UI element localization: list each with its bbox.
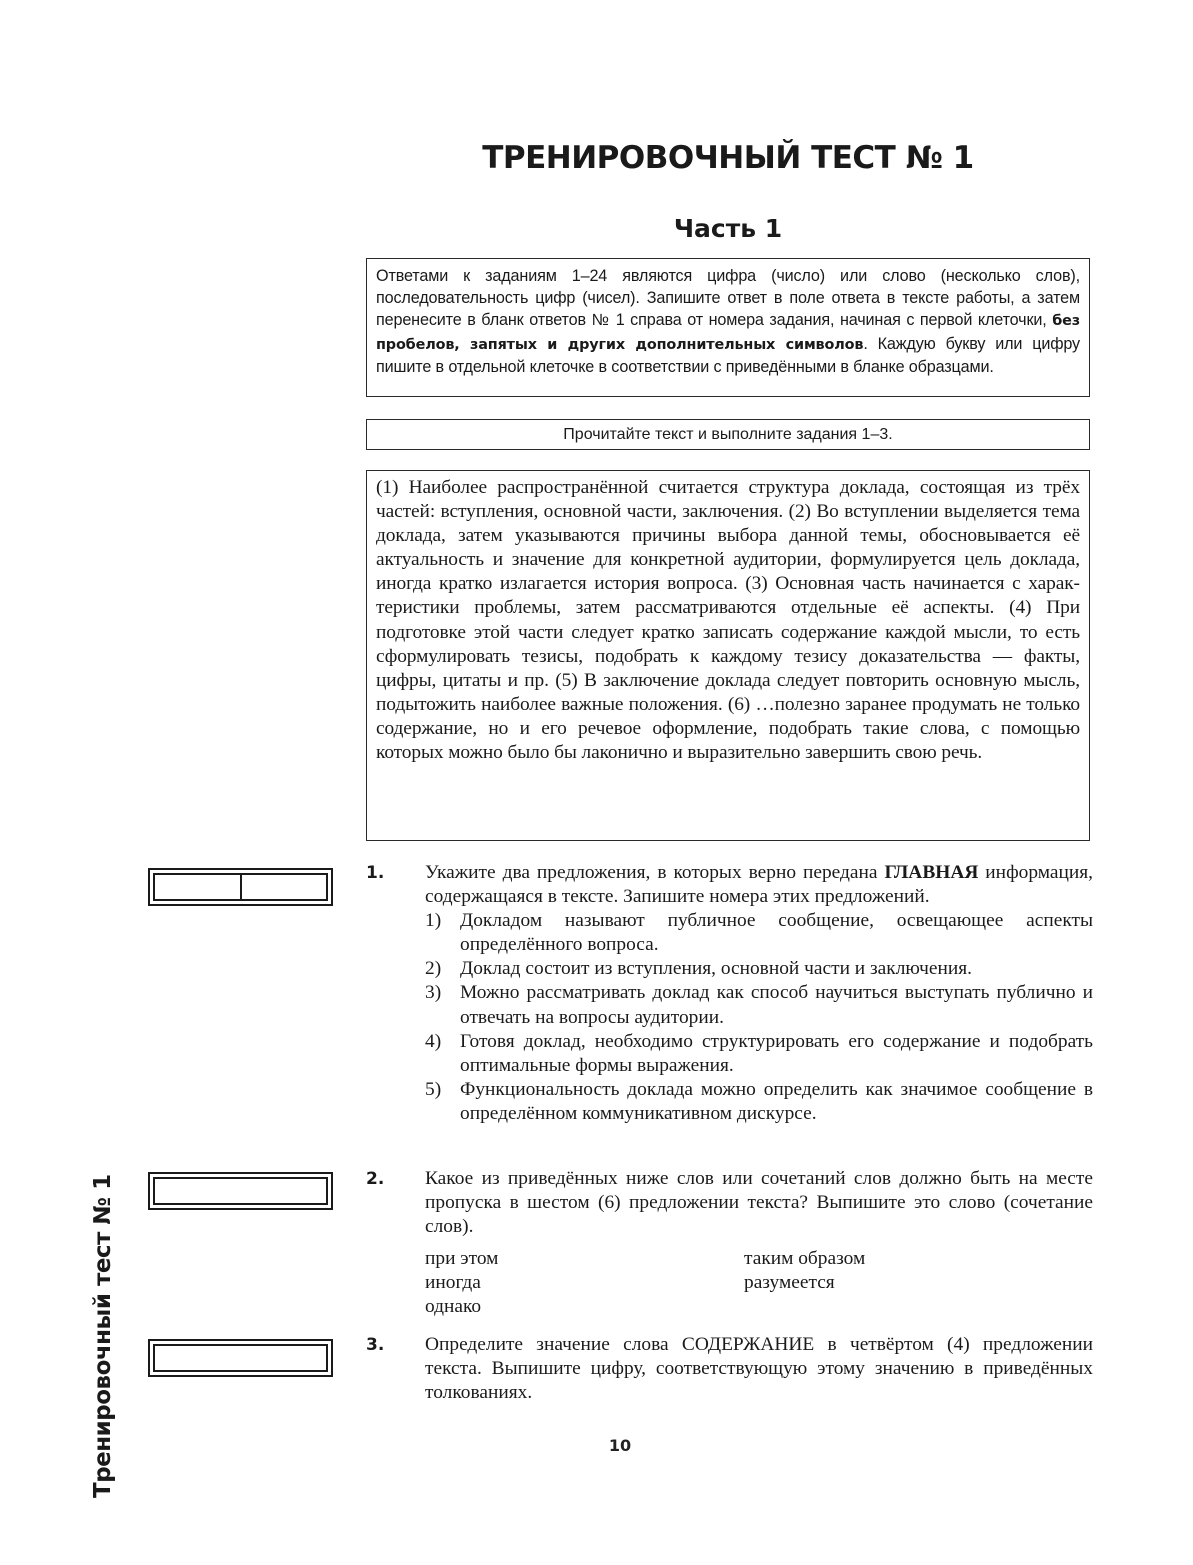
instructions-text-end: . Каждую букву или цифру пишите в отдельной клеточке в соответствии с приведёнными в бланке образцами. xyxy=(376,334,1080,376)
reading-passage: (1) Наиболее распространённой считается структура доклада, состоящая из трёх частей: вступления, основной части, заключения. (2) Во вступлении выделяется тема доклада, затем указываются причины выбора данной темы, обосновывается её актуальность и значение для конкретной аудитории, формулируется цель доклада, иногда кратко излагается история вопроса. (3) Основная часть начинается с характеристики проблемы, затем рассматриваются отдельные её аспекты. (4) При подготовке этой части следует кратко записать содержание каждой мысли, то есть сформулировать тезисы, подобрать к каждому тезису доказательства — факты, цифры, цитаты и пр. (5) В заключение доклада следует повторить основную мысль, подытожить наиболее важные положения. (6) …полезно заранее продумать не только содержание, но и его речевое оформление, подобрать такие слова, с помощью которых можно было бы лаконично и выразительно завершить свою речь. xyxy=(366,470,1090,841)
task-question xyxy=(425,861,1093,909)
answer-field-task-1[interactable] xyxy=(148,868,333,906)
option-number: 4) xyxy=(425,1030,442,1052)
option-item xyxy=(425,1030,1093,1078)
task-3 xyxy=(366,1333,1093,1405)
task-body xyxy=(425,1167,1093,1320)
page-number: 10 xyxy=(608,1436,632,1455)
word-options xyxy=(425,1247,1093,1319)
answer-cell-2[interactable] xyxy=(240,875,327,899)
answer-cells xyxy=(153,1177,328,1205)
option-number: 1) xyxy=(425,910,442,932)
task-2 xyxy=(366,1167,1093,1320)
option-item xyxy=(425,981,1093,1029)
part-title: Часть 1 xyxy=(673,214,783,243)
word-option: иногда xyxy=(425,1272,481,1294)
instructions-box xyxy=(366,258,1090,397)
answer-cell[interactable] xyxy=(155,1346,326,1370)
word-option: разумеется xyxy=(744,1272,835,1294)
side-label: Тренировочный тест № 1 xyxy=(90,1174,116,1498)
answer-field-task-3[interactable] xyxy=(148,1339,333,1377)
option-item xyxy=(425,957,1093,981)
task-question-bold: ГЛАВНАЯ xyxy=(884,862,979,883)
answer-cell[interactable] xyxy=(155,1179,326,1203)
option-text: Функциональность доклада можно определить как значимое сообщение в определённом коммуникативном дискурсе. xyxy=(460,1078,1093,1124)
option-text: Доклад состоит из вступления, основной части и заключения. xyxy=(460,958,973,980)
task-body xyxy=(425,861,1093,1126)
word-option: однако xyxy=(425,1296,482,1318)
reading-instruction: Прочитайте текст и выполните задания 1–3. xyxy=(366,419,1090,450)
answer-field-task-2[interactable] xyxy=(148,1172,333,1210)
option-item xyxy=(425,1078,1093,1126)
task-number: 1. xyxy=(366,863,385,883)
answer-cells xyxy=(153,1344,328,1372)
task-question-text: Укажите два предложения, в которых верно передана xyxy=(425,862,885,883)
option-number: 3) xyxy=(425,982,442,1004)
task-question: Определите значение слова СОДЕРЖАНИЕ в четвёртом (4) предложении текста. Выпишите цифру, соответствующую этому значению в приведённых толкованиях. xyxy=(425,1334,1093,1404)
page-title: ТРЕНИРОВОЧНЫЙ ТЕСТ № 1 xyxy=(482,140,974,176)
answer-cells xyxy=(153,873,328,901)
task-question-text-end: информация, содержащаяся в тексте. Запишите номера этих предложений. xyxy=(425,862,1093,908)
option-item xyxy=(425,909,1093,957)
option-number: 2) xyxy=(425,958,442,980)
instructions-bold-text: без пробелов, запятых и других дополнительных символов xyxy=(376,313,1080,353)
answer-cell-1[interactable] xyxy=(155,875,240,899)
word-option: таким образом xyxy=(744,1248,866,1270)
option-number: 5) xyxy=(425,1078,442,1100)
option-text: Докладом называют публичное сообщение, освещающее аспекты определённого вопроса. xyxy=(460,910,1093,956)
instructions-text: Ответами к заданиям 1–24 являются цифра (число) или слово (несколько слов), последовательность цифр (чисел). Запишите ответ в поле ответа в тексте работы, а затем перенесите в бланк ответов № 1 справа от номера задания, начиная с первой клеточки, xyxy=(376,267,1080,330)
task-number: 3. xyxy=(366,1335,385,1355)
word-option: при этом xyxy=(425,1248,499,1270)
option-text: Можно рассматривать доклад как способ научиться выступать публично и отвечать на вопросы аудитории. xyxy=(460,982,1093,1028)
task-body xyxy=(425,1333,1093,1405)
option-text: Готовя доклад, необходимо структурировать его содержание и подобрать оптимальные формы выражения. xyxy=(460,1030,1093,1076)
task-options xyxy=(425,909,1093,1126)
task-question: Какое из приведённых ниже слов или сочетаний слов должно быть на месте пропуска в шестом (6) предложении текста? Выпишите это слово (сочетание слов). xyxy=(425,1168,1093,1238)
task-number: 2. xyxy=(366,1169,385,1189)
task-1 xyxy=(366,861,1093,1126)
